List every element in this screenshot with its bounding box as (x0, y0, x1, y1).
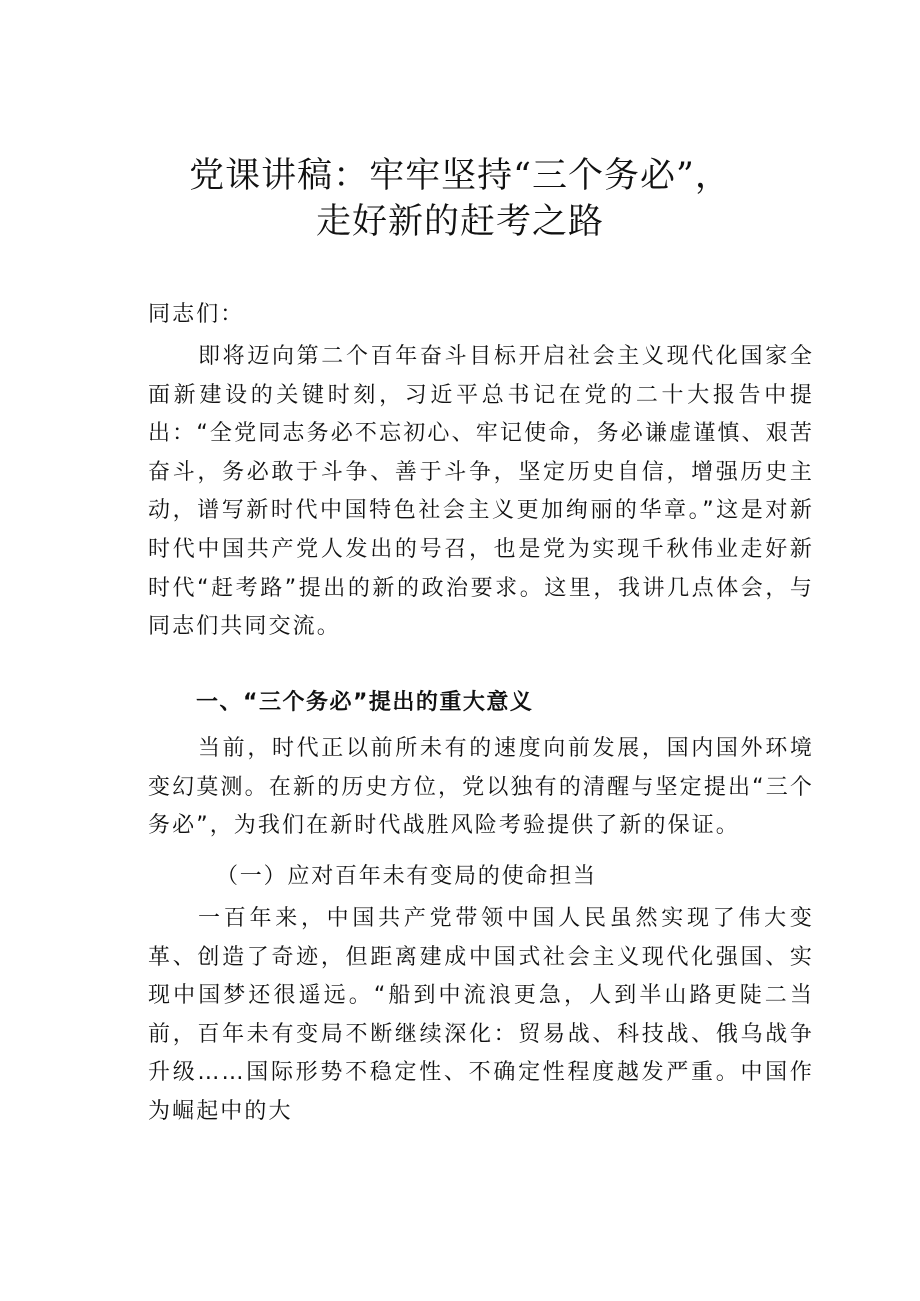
section-heading-1: 一、“三个务必”提出的重大意义 (196, 690, 534, 715)
subsection-heading-1: （一）应对百年未有变局的使命担当 (216, 864, 597, 889)
document-title-line-1: 党课讲稿：牢牢坚持“三个务必”， (189, 156, 731, 196)
paragraph-1: 即将迈向第二个百年奋斗目标开启社会主义现代化国家全面新建设的关键时刻，习近平总书记在党的二十大报告中提出：“全党同志务必不忘初心、牢记使命，务必谦虚谨慎、艰苦奋斗，务必敢于斗争、善于斗争，坚定历史自信，增强历史主动，谱写新时代中国特色社会主义更加绚丽的华章。”这是对新时代中国共产党人发出的号召，也是党为实现千秋伟业走好新时代“赶考路”提出的新的政治要求。这里，我讲几点体会，与同志们共同交流。 (148, 344, 814, 640)
paragraph-2: 当前，时代正以前所未有的速度向前发展，国内国外环境变幻莫测。在新的历史方位，党以独有的清醒与坚定提出“三个务必”，为我们在新时代战胜风险考验提供了新的保证。 (148, 736, 814, 839)
document-title-line-2: 走好新的赶考之路 (315, 202, 604, 242)
salutation: 同志们： (148, 302, 245, 327)
paragraph-3: 一百年来，中国共产党带领中国人民虽然实现了伟大变革、创造了奇迹，但距离建成中国式社会主义现代化强国、实现中国梦还很遥远。“船到中流浪更急，人到半山路更陡二当前，百年未有变局不断继续深化：贸易战、科技战、俄乌战争升级……国际形势不稳定性、不确定性程度越发严重。中国作为崛起中的大 (148, 906, 814, 1124)
